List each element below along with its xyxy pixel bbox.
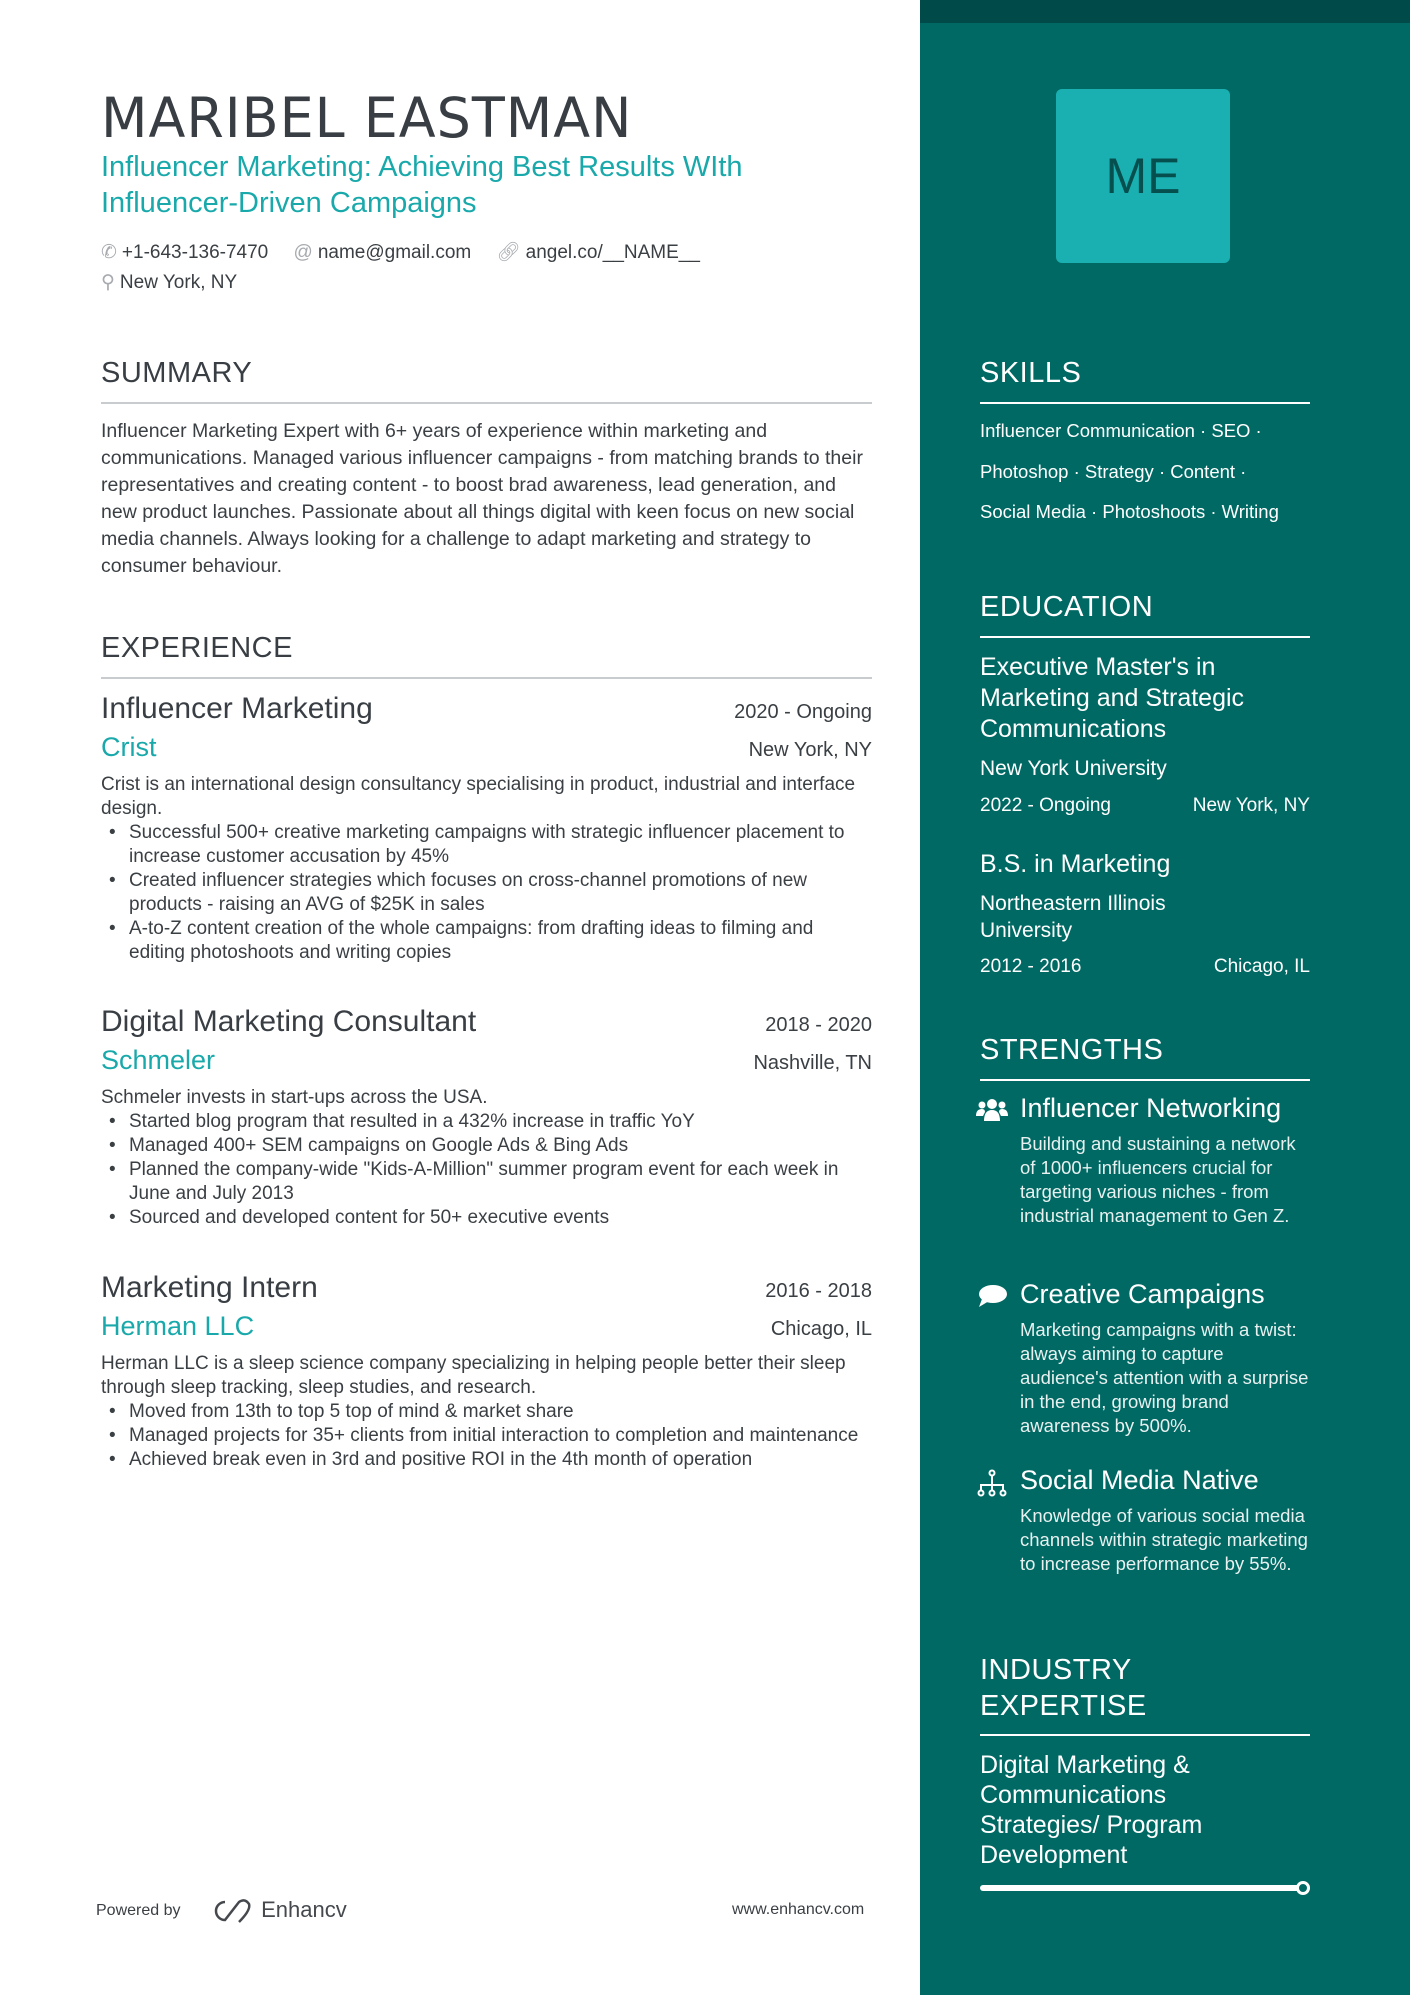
job-description: Crist is an international design consultancy specialising in product, industrial and interface design. [101, 774, 856, 819]
job-description: Schmeler invests in start-ups across the USA. [101, 1087, 488, 1108]
job-company: Herman LLC [101, 1311, 255, 1341]
contact-link[interactable] [497, 242, 700, 263]
contact-info [101, 238, 881, 298]
education-entry [980, 849, 1315, 978]
education-entry [980, 652, 1315, 817]
enhancv-logo-icon [209, 1898, 255, 1924]
sidebar-top-band [920, 0, 1410, 23]
skills-list [980, 411, 1315, 533]
degree: Executive Master's in Marketing and Strategic Communications [980, 653, 1245, 743]
expertise-level-knob [1296, 1881, 1310, 1895]
job-bullet: • A-to-Z content creation of the whole campaigns: from drafting ideas to filming and editing photoshoots and writing copies [101, 917, 872, 965]
job-date: 2020 - Ongoing [734, 701, 872, 723]
website-link[interactable]: www.enhancv.com [732, 1901, 865, 1918]
divider [101, 402, 872, 404]
summary-text: Influencer Marketing Expert with 6+ years of experience within marketing and communications. Managed various influencer campaigns - from matching brands to their representatives and creating content - to boost brad awareness, lead generation, and new product launches. Passionate about all things digital with keen focus on new social media channels. Always looking for a challenge to adapt marketing and strategy to consumer behaviour. [101, 420, 863, 577]
job-location: New York, NY [748, 739, 872, 761]
email-text[interactable]: name@gmail.com [317, 242, 472, 263]
strength-item [976, 1279, 1316, 1438]
job-bullet: • Successful 500+ creative marketing campaigns with strategic influencer placement to increase customer accusation by 45% [101, 821, 872, 869]
job-company: Crist [101, 732, 157, 762]
job-location: Chicago, IL [770, 1318, 872, 1340]
industry-expertise-heading: INDUSTRY EXPERTISE [980, 1654, 1147, 1722]
location-text: New York, NY [119, 272, 238, 293]
skills-line: Social Media · Photoshoots · Writing [980, 501, 1279, 522]
skills-line: Photoshop · Strategy · Content · [980, 460, 1247, 482]
job-bullet: • Created influencer strategies which focuses on cross-channel promotions of new products - raising an AVG of $25K in sales [101, 869, 872, 917]
sitemap-icon [976, 1469, 1008, 1497]
job-bullets [101, 1400, 872, 1472]
job-title: Digital Marketing Consultant [101, 1005, 477, 1038]
job-bullet: • Managed 400+ SEM campaigns on Google Ads & Bing Ads [101, 1134, 872, 1158]
school: New York University [980, 757, 1167, 780]
divider [980, 1734, 1310, 1736]
skills-heading: SKILLS [980, 357, 1082, 389]
divider [101, 677, 872, 679]
job-bullet: • Planned the company-wide "Kids-A-Million" summer program event for each week in June and July 2013 [101, 1158, 872, 1206]
expertise-text: Digital Marketing & Communications Strategies/ Program Development [980, 1751, 1203, 1869]
job-entry [101, 692, 872, 965]
expertise-level-bar [980, 1883, 1310, 1893]
job-title: Marketing Intern [101, 1271, 318, 1304]
divider [980, 402, 1310, 404]
education-date: 2022 - Ongoing [980, 795, 1111, 816]
job-entry [101, 1005, 872, 1230]
location-pin-icon: ⚲ [101, 272, 115, 293]
strength-title: Creative Campaigns [1020, 1279, 1265, 1309]
education-location: Chicago, IL [1213, 956, 1310, 977]
phone-text: +1-643-136-7470 [121, 242, 269, 263]
school: Northeastern Illinois University [980, 892, 1166, 942]
job-date: 2018 - 2020 [765, 1014, 872, 1036]
enhancv-brand-text: Enhancv [261, 1897, 347, 1922]
candidate-name: MARIBEL EASTMAN [101, 86, 633, 150]
education-location: New York, NY [1192, 795, 1310, 816]
divider [980, 1079, 1310, 1081]
strength-text: Marketing campaigns with a twist: always aiming to capture audience's attention with a surprise in the end, growing brand awareness by 500%. [1020, 1319, 1309, 1436]
job-company: Schmeler [101, 1045, 216, 1075]
job-bullets [101, 1110, 872, 1230]
link-icon: 🔗︎ [496, 242, 521, 263]
job-bullet: • Managed projects for 35+ clients from initial interaction to completion and maintenance [101, 1424, 872, 1448]
degree: B.S. in Marketing [980, 850, 1171, 878]
strength-title: Social Media Native [1020, 1465, 1259, 1495]
job-bullet: • Achieved break even in 3rd and positive ROI in the 4th month of operation [101, 1448, 872, 1472]
enhancv-logo[interactable] [209, 1897, 347, 1922]
avatar [1056, 89, 1230, 263]
avatar-initials: ME [1105, 148, 1181, 204]
contact-location [101, 272, 237, 293]
contact-phone [101, 242, 268, 263]
candidate-headline: Influencer Marketing: Achieving Best Results WIth Influencer-Driven Campaigns [101, 151, 743, 219]
job-entry [101, 1271, 872, 1472]
job-location: Nashville, TN [753, 1052, 872, 1074]
powered-by [96, 1897, 347, 1924]
expertise-level-fill [980, 1885, 1310, 1891]
education-heading: EDUCATION [980, 591, 1154, 623]
strength-title: Influencer Networking [1020, 1093, 1282, 1123]
sidebar [920, 0, 1410, 1995]
comment-icon [976, 1283, 1008, 1311]
strength-item [976, 1093, 1316, 1228]
link-text[interactable]: angel.co/__NAME__ [525, 242, 700, 263]
divider [980, 636, 1310, 638]
strength-text: Knowledge of various social media channels within strategic marketing to increase performance by 55%. [1020, 1505, 1308, 1574]
job-description: Herman LLC is a sleep science company specializing in helping people better their sleep through sleep tracking, sleep studies, and research. [101, 1353, 846, 1398]
strengths-heading: STRENGTHS [980, 1034, 1164, 1066]
job-bullet: • Moved from 13th to top 5 top of mind & market share [101, 1400, 872, 1424]
powered-by-text: Powered by [96, 1901, 181, 1919]
contact-email[interactable] [294, 242, 472, 263]
job-bullet: • Sourced and developed content for 50+ executive events [101, 1206, 872, 1230]
job-bullets [101, 821, 872, 965]
job-bullet: • Started blog program that resulted in a 432% increase in traffic YoY [101, 1110, 872, 1134]
education-date: 2012 - 2016 [980, 956, 1082, 977]
job-title: Influencer Marketing [101, 692, 373, 725]
strength-item [976, 1465, 1316, 1576]
skills-line: Influencer Communication · SEO · [980, 420, 1262, 441]
phone-icon: ✆ [101, 242, 117, 263]
strength-text: Building and sustaining a network of 1000+ influencers crucial for targeting various niches - from industrial management to Gen Z. [1020, 1133, 1296, 1226]
experience-heading: EXPERIENCE [101, 632, 293, 664]
job-date: 2016 - 2018 [765, 1280, 872, 1302]
users-icon [976, 1097, 1008, 1125]
summary-heading: SUMMARY [101, 357, 253, 389]
at-icon: @ [293, 242, 313, 263]
